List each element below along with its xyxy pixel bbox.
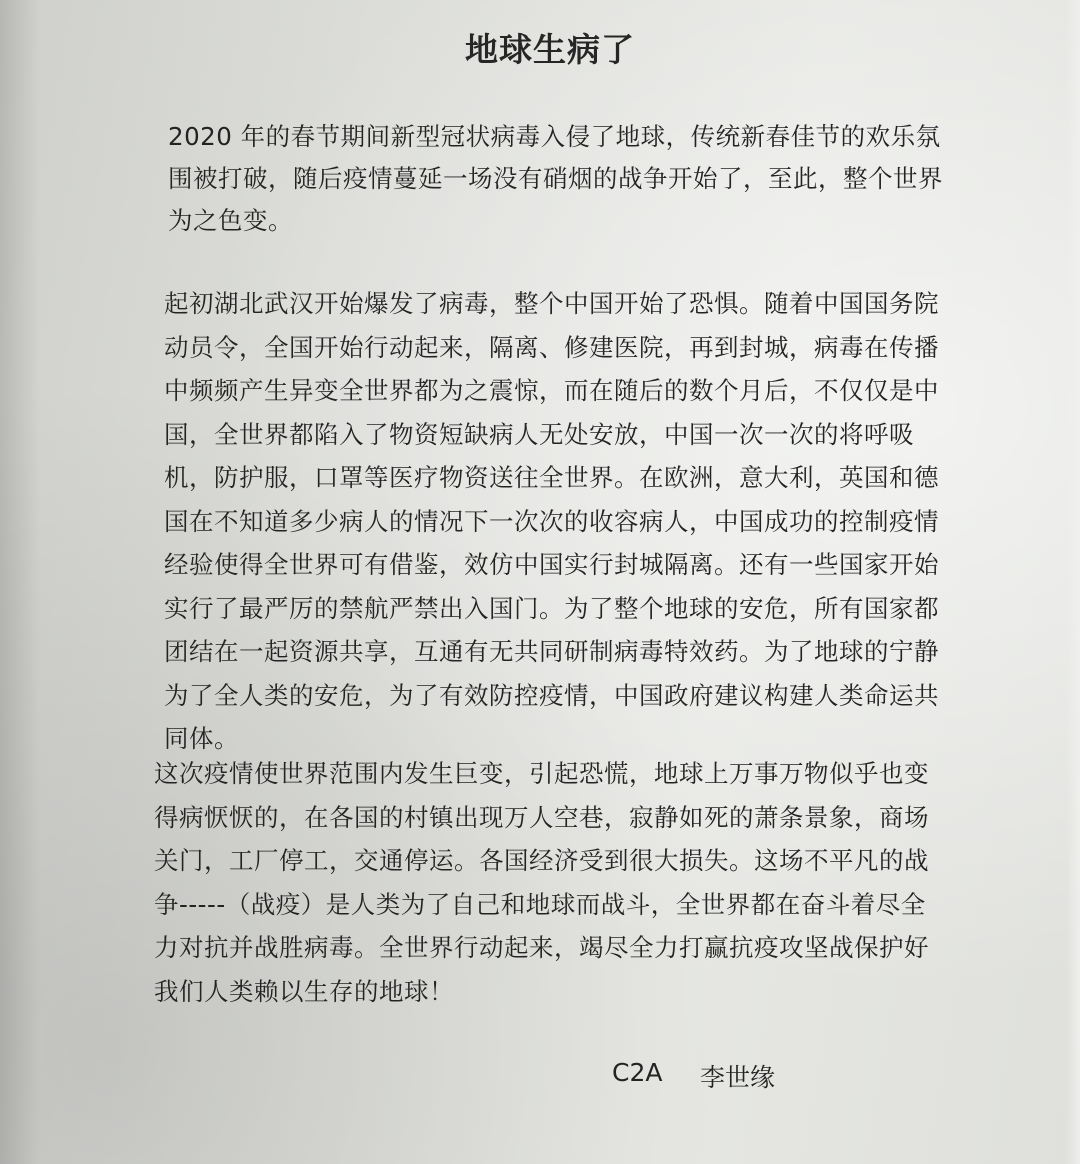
signature-class: C2A (612, 1058, 663, 1087)
page-edge (1066, 0, 1080, 1164)
paragraph-body: 起初湖北武汉开始爆发了病毒，整个中国开始了恐惧。随着中国国务院动员令，全国开始行动起来，隔离、修建医院，再到封城，病毒在传播中频频产生异变全世界都为之震惊，而在随后的数个月后，不仅仅是中国，全世界都陷入了物资短缺病人无处安放，中国一次一次的将呼吸机，防护服，口罩等医疗物资送往全世界。在欧洲，意大利，英国和德国在不知道多少病人的情况下一次次的收容病人，中国成功的控制疫情经验使得全世界可有借鉴，效仿中国实行封城隔离。还有一些国家开始实行了最严厉的禁航严禁出入国门。为了整个地球的安危，所有国家都团结在一起资源共享，互通有无共同研制病毒特效药。为了地球的宁静为了全人类的安危，为了有效防控疫情，中国政府建议构建人类命运共同体。 (164, 289, 939, 753)
page-shadow (0, 0, 40, 1164)
signature-name: 李世缘 (700, 1063, 776, 1092)
paragraph-conclusion: 这次疫情使世界范围内发生巨变，引起恐慌，地球上万事万物似乎也变得病恹恹的，在各国的村镇出现万人空巷，寂静如死的萧条景象，商场关门，工厂停工，交通停运。各国经济受到很大损失。这场不平凡的战争-----（战疫）是人类为了自己和地球而战斗，全世界都在奋斗着尽全力对抗并战胜病毒。全世界行动起来，竭尽全力打赢抗疫攻坚战保护好我们人类赖以生存的地球！ (154, 759, 929, 1006)
document-title: 地球生病了 (465, 30, 635, 69)
paragraph-intro: 2020 年的春节期间新型冠状病毒入侵了地球，传统新春佳节的欢乐氛围被打破，随后疫情蔓延一场没有硝烟的战争开始了，至此，整个世界为之色变。 (168, 122, 943, 235)
